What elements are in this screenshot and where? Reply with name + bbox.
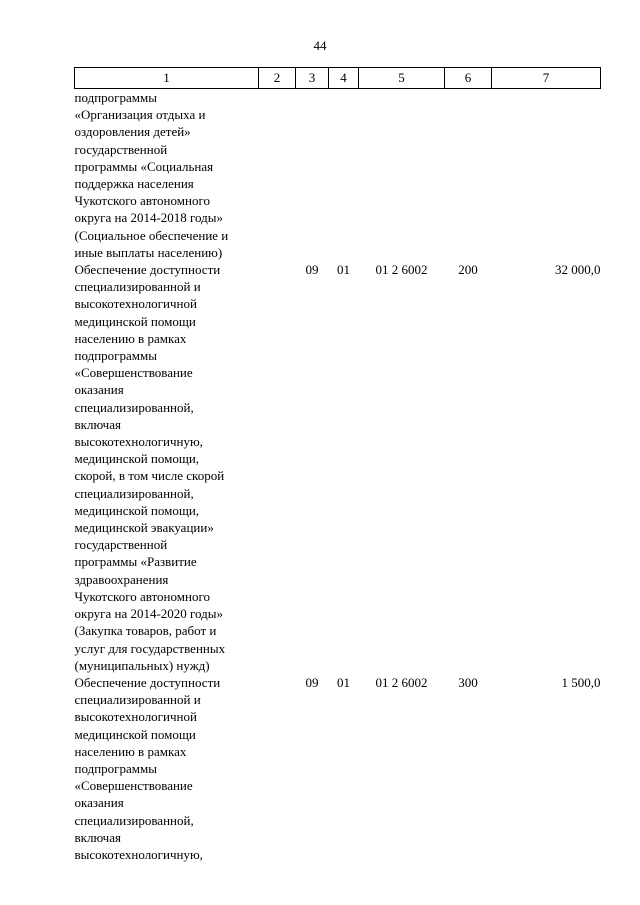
- description-line: медицинской помощи,: [74, 502, 200, 518]
- description-line: высокотехнологичной: [74, 709, 197, 725]
- column-header: 5: [359, 68, 445, 89]
- expense-description: [75, 674, 259, 863]
- section-code: 09: [305, 262, 319, 278]
- description-line: «Совершенствование: [74, 365, 193, 381]
- description-line: подпрограммы: [74, 348, 157, 364]
- description-line: государственной: [74, 141, 168, 157]
- description-line: высокотехнологичную,: [74, 434, 203, 450]
- description-line: специализированной,: [74, 485, 194, 501]
- description-line: услуг для государственных: [74, 640, 226, 656]
- description-line: высокотехнологичную,: [74, 846, 203, 862]
- subsection-code: [329, 89, 359, 262]
- description-line: медицинской помощи: [74, 313, 196, 329]
- budget-table: [74, 67, 601, 863]
- description-line: Чукотского автономного: [74, 588, 210, 604]
- description-line: программы «Развитие: [74, 554, 197, 570]
- target-article-code: 01 2 6002: [375, 262, 428, 278]
- description-line: медицинской помощи,: [74, 451, 200, 467]
- description-line: оказания: [74, 382, 124, 398]
- column-header: 7: [492, 68, 601, 89]
- description-line: специализированной и: [74, 692, 201, 708]
- table-row: [75, 261, 601, 674]
- column-header: 4: [329, 68, 359, 89]
- section-code: 09: [305, 674, 319, 690]
- description-line: оказания: [74, 795, 124, 811]
- description-line: (муниципальных) нужд): [74, 657, 210, 673]
- description-line: Чукотского автономного: [74, 193, 210, 209]
- description-line: включая: [74, 416, 121, 432]
- description-line: здравоохранения: [74, 571, 169, 587]
- target-article-code: [359, 89, 445, 262]
- expense-description: [75, 261, 259, 674]
- description-line: округа на 2014-2020 годы»: [74, 606, 224, 622]
- expense-type-code: 200: [458, 262, 478, 278]
- description-line: специализированной и: [74, 279, 201, 295]
- description-line: специализированной,: [74, 399, 194, 415]
- table-row: [75, 89, 601, 262]
- description-line: оздоровления детей»: [74, 124, 191, 140]
- header-row: [75, 68, 601, 89]
- amount-value: 32 000,0: [555, 262, 601, 278]
- description-line: населению в рамках: [74, 743, 187, 759]
- amount-value: [492, 89, 601, 262]
- expense-description: [75, 89, 259, 262]
- target-article-code: 01 2 6002: [375, 674, 428, 690]
- description-line: Обеспечение доступности: [74, 674, 221, 690]
- description-line: специализированной,: [74, 812, 194, 828]
- expense-type-code: [445, 89, 492, 262]
- table-row: [75, 674, 601, 863]
- description-line: округа на 2014-2018 годы»: [74, 210, 224, 226]
- description-line: подпрограммы: [74, 760, 157, 776]
- expense-type-code: 300: [458, 674, 478, 690]
- section-code: [296, 89, 329, 262]
- column-header: 2: [259, 68, 296, 89]
- table-body: [75, 89, 601, 864]
- column-header: 3: [296, 68, 329, 89]
- description-line: населению в рамках: [74, 330, 187, 346]
- column-2-value: [259, 674, 296, 863]
- amount-value: 1 500,0: [561, 674, 601, 690]
- description-line: (Закупка товаров, работ и: [74, 623, 217, 639]
- column-header: 1: [75, 68, 259, 89]
- description-line: скорой, в том числе скорой: [74, 468, 225, 484]
- description-line: государственной: [74, 537, 168, 553]
- description-line: включая: [74, 829, 121, 845]
- subsection-code: 01: [337, 674, 350, 690]
- column-2-value: [259, 261, 296, 674]
- description-line: Обеспечение доступности: [74, 262, 221, 278]
- column-header: 6: [445, 68, 492, 89]
- description-line: «Организация отдыха и: [74, 107, 206, 123]
- subsection-code: 01: [337, 262, 350, 278]
- description-line: медицинской эвакуации»: [74, 520, 214, 536]
- description-line: «Совершенствование: [74, 778, 193, 794]
- description-line: медицинской помощи: [74, 726, 196, 742]
- description-line: программы «Социальная: [74, 158, 214, 174]
- description-line: поддержка населения: [74, 176, 194, 192]
- description-line: подпрограммы: [74, 90, 157, 105]
- description-line: (Социальное обеспечение и: [74, 227, 229, 243]
- description-line: иные выплаты населению): [74, 244, 223, 260]
- column-2-value: [259, 89, 296, 262]
- description-line: высокотехнологичной: [74, 296, 197, 312]
- page-number: 44: [313, 38, 327, 53]
